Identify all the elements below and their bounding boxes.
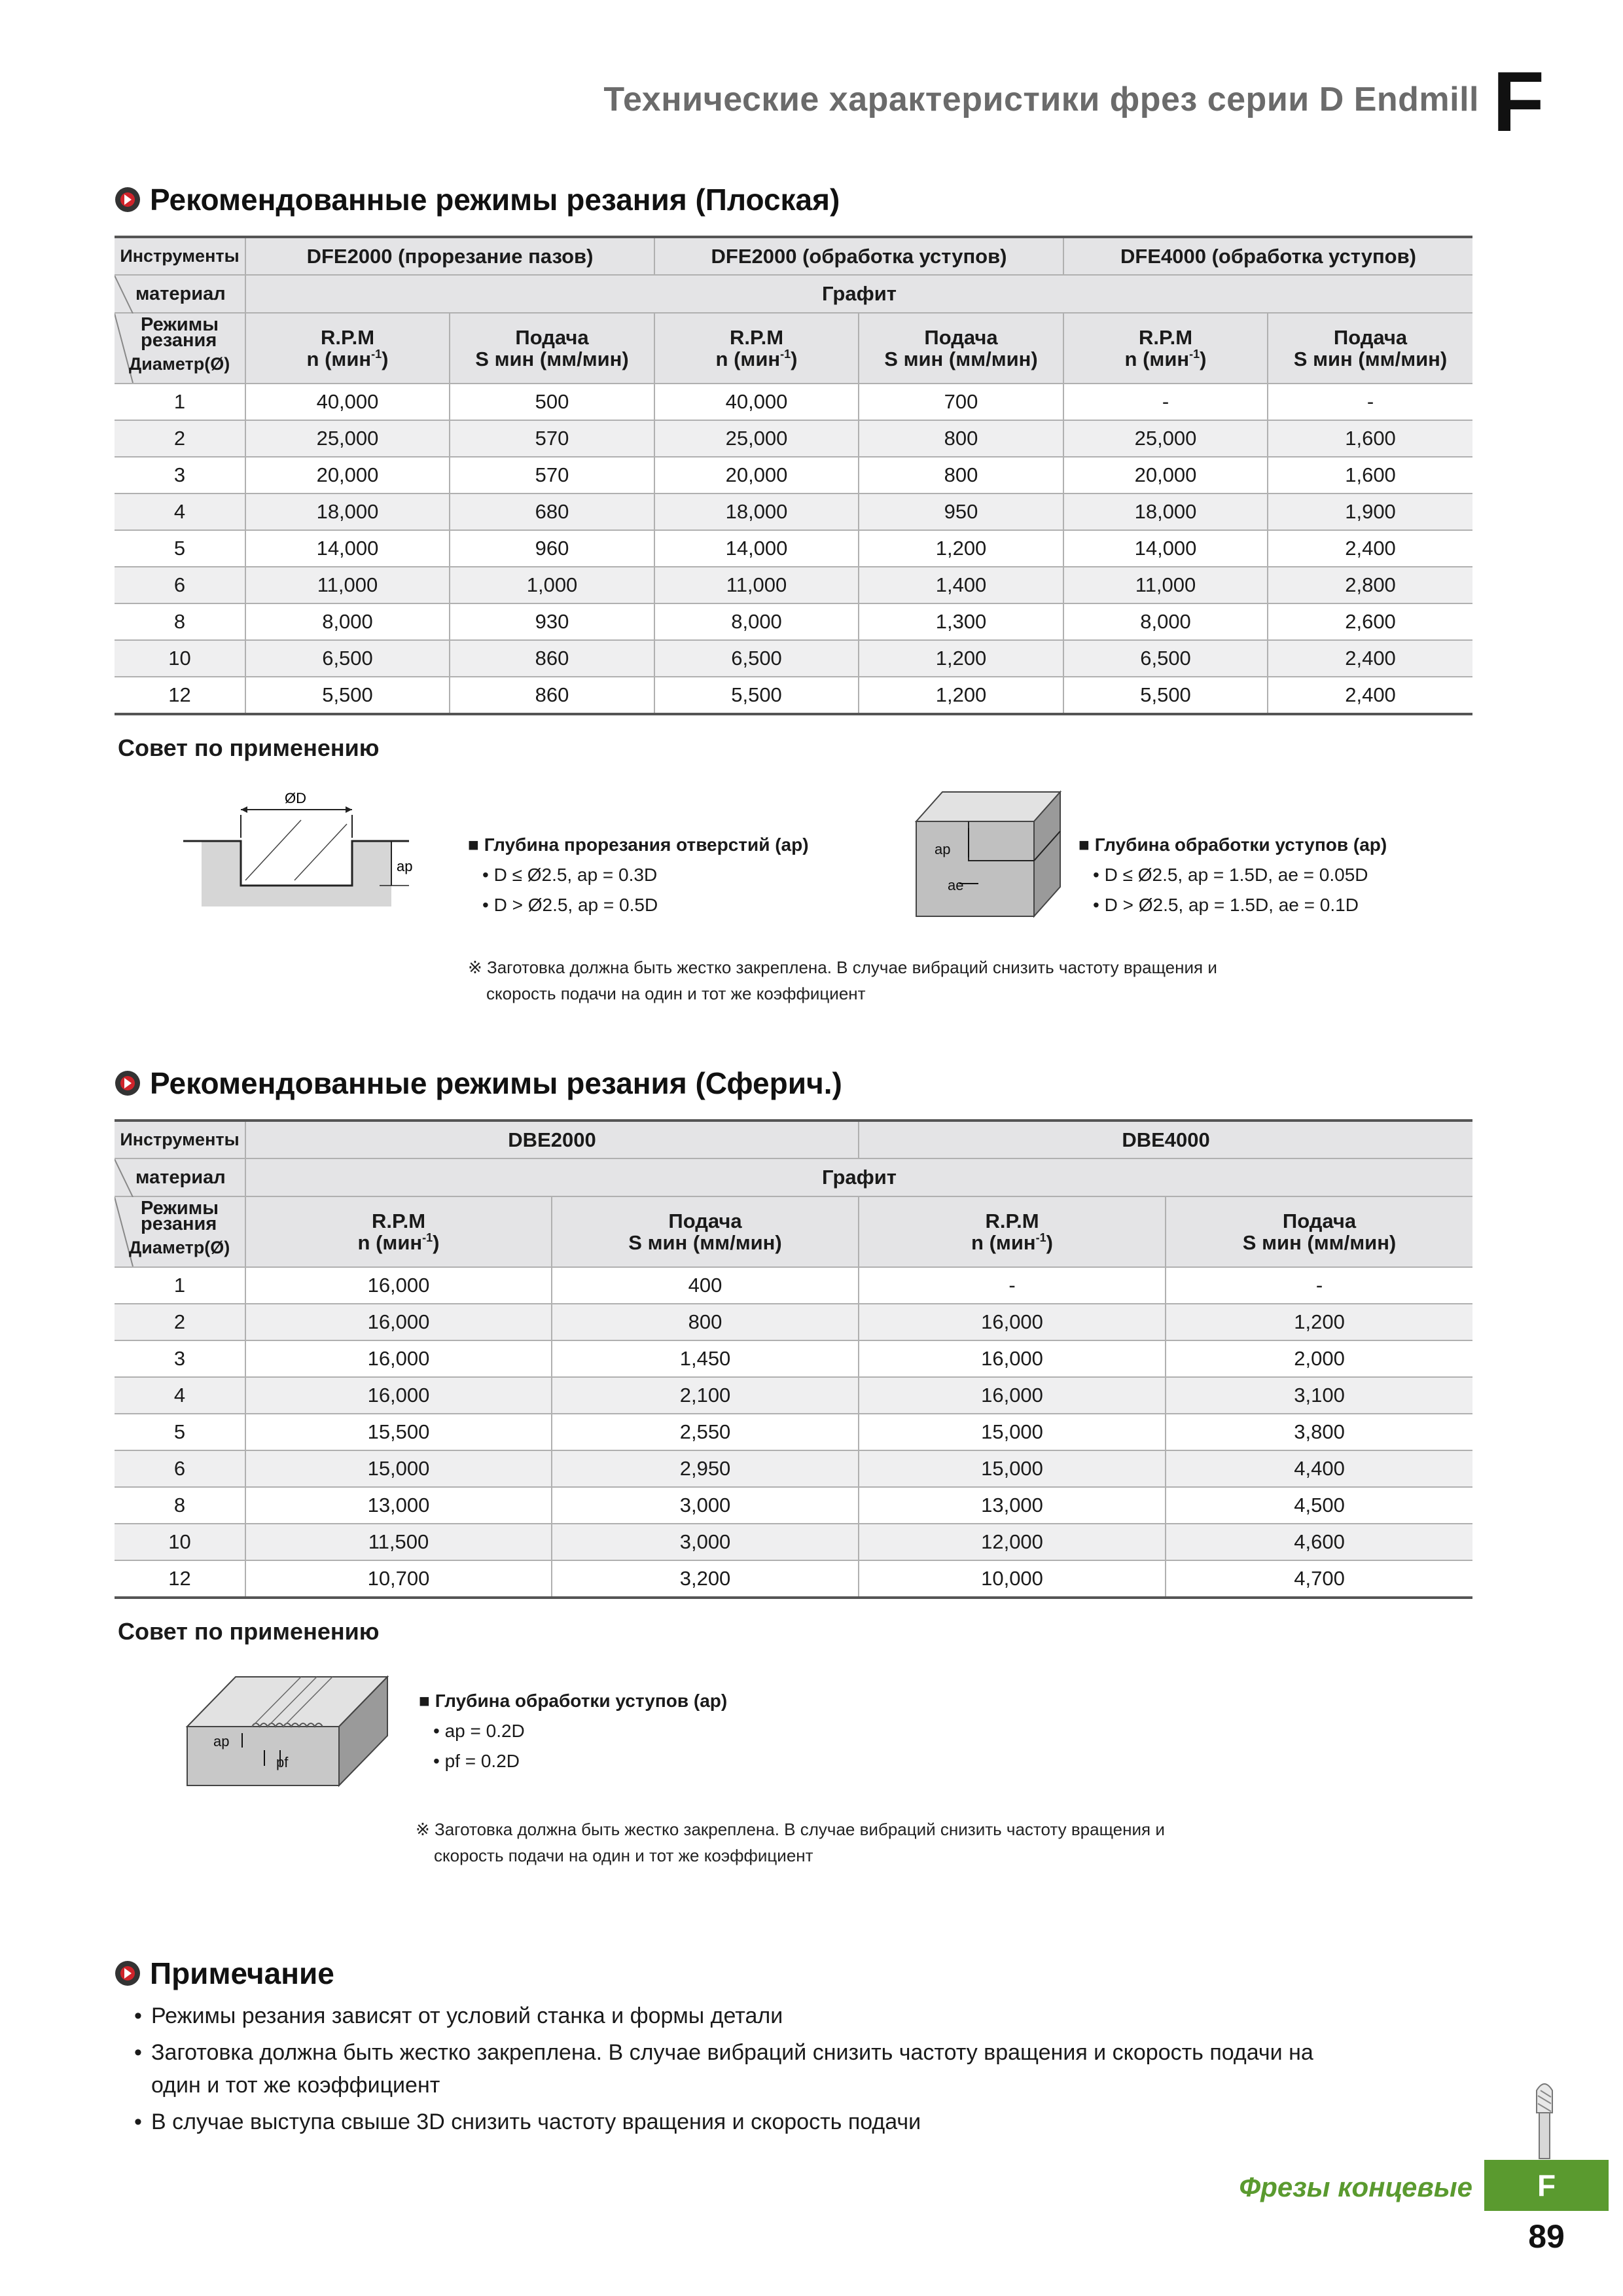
rpm-header: R.P.M n (мин$^{-1}$) (654, 313, 859, 384)
value-cell: 8,000 (245, 603, 450, 640)
diameter-cell: 4 (115, 493, 245, 530)
table-row (115, 384, 1472, 420)
table-row (115, 493, 1472, 530)
material-value: Графит (245, 275, 1472, 313)
value-cell: 1,200 (859, 530, 1063, 567)
diameter-cell: 4 (115, 1377, 245, 1414)
diameter-cell: 3 (115, 457, 245, 493)
table-row (115, 1450, 1472, 1487)
table-row (115, 1487, 1472, 1524)
tip-ball-step: ■ Глубина обработки уступов (ap) • ap = 0.2D • pf = 0.2D (419, 1691, 728, 1771)
value-cell: 1,000 (450, 567, 654, 603)
value-cell: 14,000 (245, 530, 450, 567)
flat-cutting-table (115, 236, 1472, 715)
diameter-cell: 5 (115, 1414, 245, 1450)
value-cell: 16,000 (859, 1377, 1166, 1414)
value-cell: 3,800 (1166, 1414, 1472, 1450)
value-cell: 25,000 (1063, 420, 1268, 457)
value-cell: 18,000 (1063, 493, 1268, 530)
value-cell: 1,400 (859, 567, 1063, 603)
remarks-list (134, 2000, 1378, 2142)
value-cell: 2,800 (1268, 567, 1472, 603)
section-title-flat (115, 182, 840, 217)
value-cell: 16,000 (859, 1340, 1166, 1377)
value-cell: 11,000 (245, 567, 450, 603)
table-row (115, 1560, 1472, 1598)
value-cell: 1,300 (859, 603, 1063, 640)
value-cell: 700 (859, 384, 1063, 420)
value-cell: 18,000 (245, 493, 450, 530)
value-cell: 8,000 (654, 603, 859, 640)
value-cell: 1,200 (859, 640, 1063, 677)
svg-text:ap: ap (397, 858, 413, 874)
advice-title: Совет по применению (118, 1618, 380, 1645)
value-cell: - (1063, 384, 1268, 420)
section-title-remarks (115, 1956, 334, 1991)
diameter-cell: 1 (115, 384, 245, 420)
value-cell: 4,400 (1166, 1450, 1472, 1487)
rpm-header: R.P.M n (мин$^{-1}$) (859, 1196, 1166, 1267)
value-cell: 16,000 (245, 1340, 552, 1377)
svg-text:ØD: ØD (285, 790, 306, 806)
value-cell: 1,200 (859, 677, 1063, 714)
footer-category: Фрезы концевые (1239, 2172, 1472, 2202)
value-cell: 40,000 (245, 384, 450, 420)
value-cell: 5,500 (654, 677, 859, 714)
diameter-cell: 12 (115, 677, 245, 714)
page-header (393, 54, 1544, 149)
label-tools: Инструменты (115, 237, 245, 275)
value-cell: 14,000 (654, 530, 859, 567)
value-cell: 3,000 (552, 1524, 859, 1560)
table-row (115, 1524, 1472, 1560)
svg-text:ae: ae (948, 877, 964, 893)
value-cell: 4,600 (1166, 1524, 1472, 1560)
diameter-cell: 12 (115, 1560, 245, 1598)
value-cell: 1,600 (1268, 420, 1472, 457)
group-header: DBE4000 (859, 1121, 1472, 1158)
section-title-text: Рекомендованные режимы резания (Сферич.) (150, 1066, 842, 1100)
value-cell: 15,500 (245, 1414, 552, 1450)
value-cell: 1,450 (552, 1340, 859, 1377)
value-cell: 16,000 (245, 1304, 552, 1340)
fixation-note: ※ Заготовка должна быть жестко закреплена. В случае вибраций снизить частоту вращения и скорость подачи на один и тот же коэффициент (468, 958, 1217, 1003)
feed-header: Подача S мин (мм/мин) (859, 313, 1063, 384)
value-cell: 25,000 (654, 420, 859, 457)
table-row (115, 530, 1472, 567)
value-cell: 2,100 (552, 1377, 859, 1414)
diameter-cell: 8 (115, 1487, 245, 1524)
page-title: Технические характеристики фрез серии D Endmill (603, 81, 1479, 118)
advice-title: Совет по применению (118, 734, 380, 761)
diameter-cell: 3 (115, 1340, 245, 1377)
value-cell: 13,000 (245, 1487, 552, 1524)
tip-slot-depth: ■ Глубина прорезания отверстий (ap) • D ≤ Ø2.5, ap = 0.3D • D > Ø2.5, ap = 0.5D (468, 834, 809, 915)
value-cell: 1,600 (1268, 457, 1472, 493)
value-cell: 800 (859, 420, 1063, 457)
value-cell: 20,000 (1063, 457, 1268, 493)
value-cell: 4,500 (1166, 1487, 1472, 1524)
value-cell: 16,000 (245, 1377, 552, 1414)
value-cell: 2,000 (1166, 1340, 1472, 1377)
value-cell: 680 (450, 493, 654, 530)
table-row (115, 1414, 1472, 1450)
svg-text:ap: ap (935, 841, 951, 857)
value-cell: 2,400 (1268, 677, 1472, 714)
table-row (115, 640, 1472, 677)
value-cell: 6,500 (245, 640, 450, 677)
step-depth-diagram (903, 782, 1073, 926)
remark-item: • Заготовка должна быть жестко закреплена. В случае вибраций снизить частоту вращения и скорость подачи на один и тот же коэффициент (134, 2036, 1349, 2102)
rpm-header: R.P.M n (мин$^{-1}$) (245, 313, 450, 384)
diameter-cell: 1 (115, 1267, 245, 1304)
group-header: DBE2000 (245, 1121, 859, 1158)
modes-diameter-label: Режимы резания Диаметр(Ø) (115, 1196, 245, 1267)
section-title-text: Рекомендованные режимы резания (Плоская) (150, 183, 840, 217)
endmill-icon (1525, 2081, 1564, 2160)
ball-step-diagram (183, 1668, 399, 1799)
diameter-cell: 8 (115, 603, 245, 640)
svg-text:ap: ap (213, 1733, 230, 1749)
table-row (115, 677, 1472, 714)
value-cell: - (1268, 384, 1472, 420)
fixation-note: ※ Заготовка должна быть жестко закреплена. В случае вибраций снизить частоту вращения и скорость подачи на один и тот же коэффициент (416, 1820, 1165, 1865)
value-cell: 860 (450, 677, 654, 714)
label-material: материал (115, 1158, 245, 1196)
table-row (115, 567, 1472, 603)
value-cell: 20,000 (654, 457, 859, 493)
value-cell: 4,700 (1166, 1560, 1472, 1598)
value-cell: 2,550 (552, 1414, 859, 1450)
table-row (115, 420, 1472, 457)
table-row (115, 457, 1472, 493)
group-header: DFE4000 (обработка уступов) (1063, 237, 1472, 275)
svg-text:pf: pf (276, 1754, 289, 1770)
page-number: 89 (1528, 2218, 1565, 2255)
value-cell: 3,100 (1166, 1377, 1472, 1414)
arrow-bullet-icon (115, 1070, 141, 1096)
arrow-bullet-icon (115, 1960, 141, 1986)
group-header: DFE2000 (прорезание пазов) (245, 237, 654, 275)
table-row (115, 1340, 1472, 1377)
value-cell: 5,500 (245, 677, 450, 714)
value-cell: 18,000 (654, 493, 859, 530)
footer-section-tab: F (1484, 2160, 1609, 2211)
value-cell: 860 (450, 640, 654, 677)
diameter-cell: 5 (115, 530, 245, 567)
value-cell: 6,500 (654, 640, 859, 677)
table-row (115, 1267, 1472, 1304)
arrow-bullet-icon (115, 187, 141, 213)
feed-header: Подача S мин (мм/мин) (1166, 1196, 1472, 1267)
value-cell: 500 (450, 384, 654, 420)
value-cell: 2,400 (1268, 530, 1472, 567)
value-cell: 15,000 (245, 1450, 552, 1487)
value-cell: 10,700 (245, 1560, 552, 1598)
value-cell: 14,000 (1063, 530, 1268, 567)
value-cell: 3,000 (552, 1487, 859, 1524)
value-cell: 15,000 (859, 1414, 1166, 1450)
ball-cutting-table (115, 1119, 1472, 1599)
chapter-letter: F (1492, 54, 1544, 149)
value-cell: 15,000 (859, 1450, 1166, 1487)
value-cell: - (859, 1267, 1166, 1304)
value-cell: - (1166, 1267, 1472, 1304)
value-cell: 570 (450, 420, 654, 457)
feed-header: Подача S мин (мм/мин) (450, 313, 654, 384)
feed-header: Подача S мин (мм/мин) (552, 1196, 859, 1267)
remark-item: • Режимы резания зависят от условий станка и формы детали (134, 2000, 1378, 2032)
value-cell: 2,600 (1268, 603, 1472, 640)
value-cell: 11,000 (1063, 567, 1268, 603)
slot-depth-diagram (183, 782, 452, 913)
group-header: DFE2000 (обработка уступов) (654, 237, 1063, 275)
label-tools: Инструменты (115, 1121, 245, 1158)
value-cell: 12,000 (859, 1524, 1166, 1560)
label-material: материал (115, 275, 245, 313)
feed-header: Подача S мин (мм/мин) (1268, 313, 1472, 384)
modes-diameter-label: Режимы резания Диаметр(Ø) (115, 313, 245, 384)
value-cell: 800 (859, 457, 1063, 493)
rpm-header: R.P.M n (мин$^{-1}$) (1063, 313, 1268, 384)
section-title-text: Примечание (150, 1956, 334, 1990)
value-cell: 3,200 (552, 1560, 859, 1598)
section-title-ball (115, 1066, 842, 1101)
value-cell: 5,500 (1063, 677, 1268, 714)
value-cell: 6,500 (1063, 640, 1268, 677)
value-cell: 950 (859, 493, 1063, 530)
diameter-cell: 6 (115, 1450, 245, 1487)
value-cell: 13,000 (859, 1487, 1166, 1524)
value-cell: 960 (450, 530, 654, 567)
table-row (115, 1304, 1472, 1340)
value-cell: 930 (450, 603, 654, 640)
value-cell: 40,000 (654, 384, 859, 420)
value-cell: 16,000 (859, 1304, 1166, 1340)
material-value: Графит (245, 1158, 1472, 1196)
table-row (115, 603, 1472, 640)
value-cell: 400 (552, 1267, 859, 1304)
remark-item: • В случае выступа свыше 3D снизить частоту вращения и скорость подачи (134, 2106, 1378, 2138)
value-cell: 1,900 (1268, 493, 1472, 530)
tip-step-depth: ■ Глубина обработки уступов (ap) • D ≤ Ø2.5, ap = 1.5D, ae = 0.05D • D > Ø2.5, ap = 1.5D, ae = 0.1D (1079, 834, 1387, 915)
rpm-header: R.P.M n (мин$^{-1}$) (245, 1196, 552, 1267)
diameter-cell: 10 (115, 640, 245, 677)
value-cell: 1,200 (1166, 1304, 1472, 1340)
diameter-cell: 2 (115, 420, 245, 457)
diameter-cell: 2 (115, 1304, 245, 1340)
value-cell: 20,000 (245, 457, 450, 493)
value-cell: 8,000 (1063, 603, 1268, 640)
table-row (115, 1377, 1472, 1414)
value-cell: 800 (552, 1304, 859, 1340)
value-cell: 2,400 (1268, 640, 1472, 677)
value-cell: 11,500 (245, 1524, 552, 1560)
diameter-cell: 6 (115, 567, 245, 603)
value-cell: 16,000 (245, 1267, 552, 1304)
value-cell: 10,000 (859, 1560, 1166, 1598)
value-cell: 25,000 (245, 420, 450, 457)
value-cell: 2,950 (552, 1450, 859, 1487)
value-cell: 570 (450, 457, 654, 493)
diameter-cell: 10 (115, 1524, 245, 1560)
value-cell: 11,000 (654, 567, 859, 603)
